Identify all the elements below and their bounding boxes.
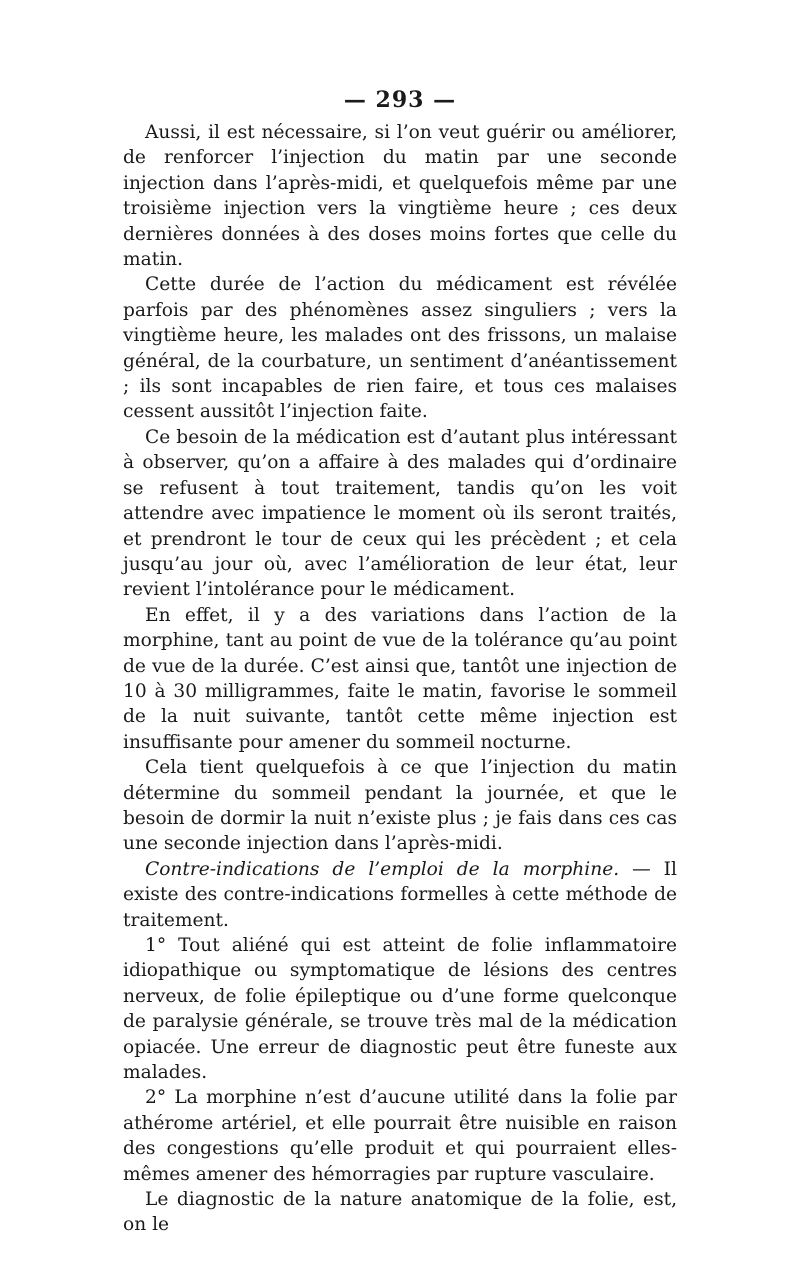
book-page: [123, 86, 677, 1238]
paragraph-2: Cette durée de l’action du médicament est révélée parfois par des phénomènes assez singuliers ; vers la vingtième heure, les malades ont des frissons, un malaise général, de la courbature, un sentiment d’anéantissement ; ils sont incapables de rien faire, et tous ces malaises cessent aussitôt l’injection faite.: [123, 274, 677, 423]
paragraph-6-text: — Il existe des contre-indications formelles à cette méthode de traitement.: [123, 858, 677, 931]
paragraph-3: Ce besoin de la médication est d’autant plus intéressant à observer, qu’on a affaire à des malades qui d’ordinaire se refusent à tout traitement, tandis qu’on les voit attendre avec impatience le moment où ils seront traités, et prendront le tour de ceux qui les précèdent ; et cela jusqu’au jour où, avec l’amélioration de leur état, leur revient l’intolérance pour le médicament.: [123, 426, 677, 601]
page-number: — 293 —: [343, 87, 457, 113]
paragraph-5: Cela tient quelquefois à ce que l’injection du matin détermine du sommeil pendant la journée, et que le besoin de dormir la nuit n’existe plus ; je fais dans ces cas une seconde injection dans l’après-midi.: [123, 757, 677, 855]
paragraph-7: 1° Tout aliéné qui est atteint de folie inflammatoire idiopathique ou symptomatique de lésions des centres nerveux, de folie épileptique ou d’une forme quelconque de paralysie générale, se trouve très mal de la médication opiacée. Une erreur de diagnostic peut être funeste aux malades.: [123, 935, 677, 1084]
paragraph-8: 2° La morphine n’est d’aucune utilité dans la folie par athérome artériel, et elle pourrait être nuisible en raison des congestions qu’elle produit et qui pourraient elles-mêmes amener des hémorragies par rupture vasculaire.: [123, 1087, 677, 1185]
section-heading-italic: Contre-indications de l’emploi de la morphine.: [145, 858, 620, 880]
paragraph-1: Aussi, il est nécessaire, si l’on veut guérir ou améliorer, de renforcer l’injection du matin par une seconde injection dans l’après-midi, et quelquefois même par une troisième injection vers la vingtième heure ; ces deux dernières données à des doses moins fortes que celle du matin.: [123, 122, 677, 271]
paragraph-6-contraindications: [123, 857, 677, 933]
paragraph-9: Le diagnostic de la nature anatomique de la folie, est, on le: [123, 1189, 677, 1236]
paragraph-4: En effet, il y a des variations dans l’action de la morphine, tant au point de vue de la tolérance qu’au point de vue de la durée. C’est ainsi que, tantôt une injection de 10 à 30 milligrammes, faite le matin, favorise le sommeil de la nuit suivante, tantôt cette même injection est insuffisante pour amener du sommeil nocturne.: [123, 604, 677, 753]
